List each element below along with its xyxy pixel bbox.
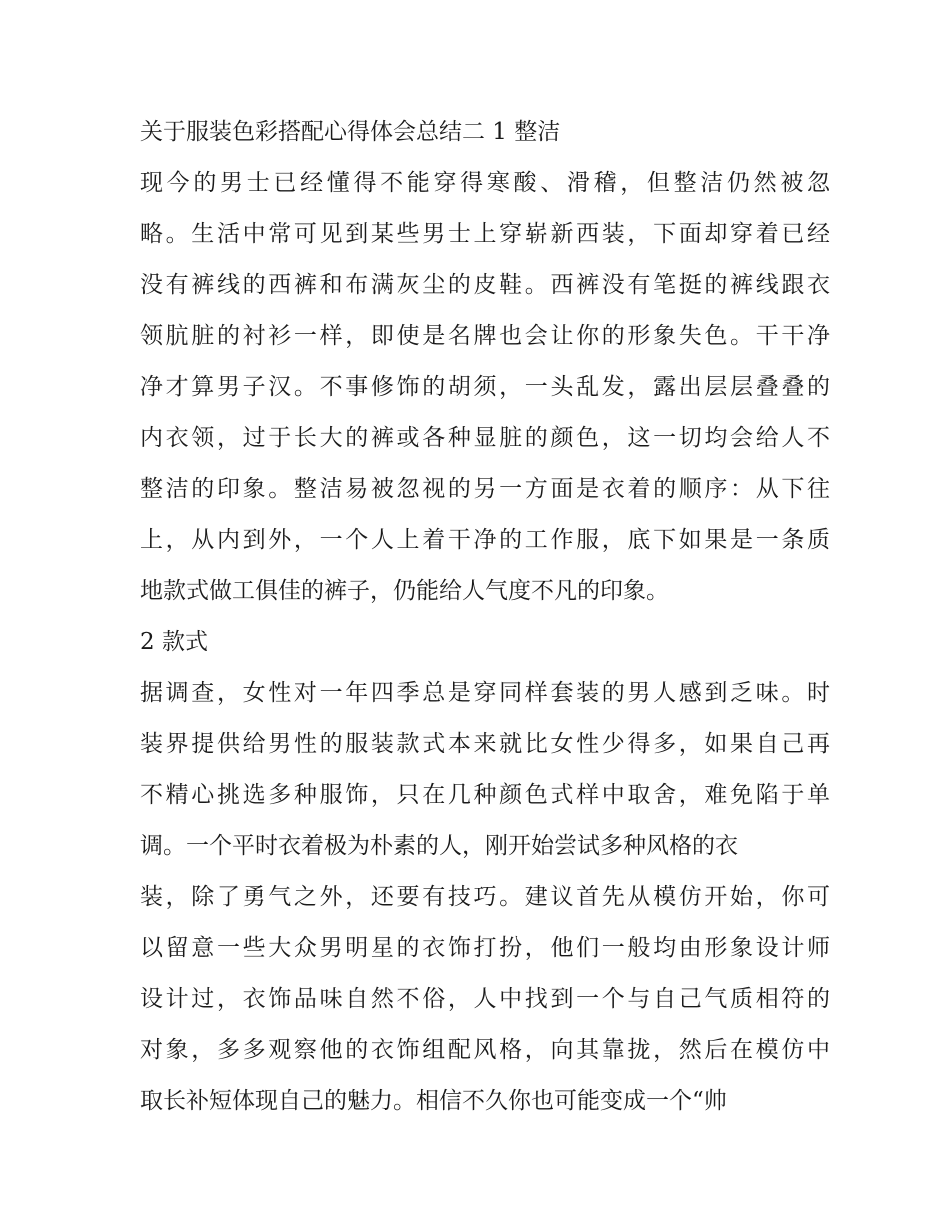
paragraph-line: 净才算男子汉。不事修饰的胡须，一头乱发，露出层层叠叠的 (140, 374, 830, 400)
paragraph-line: 没有裤线的西裤和布满灰尘的皮鞋。西裤没有笔挺的裤线跟衣 (140, 272, 830, 298)
paragraph-line: 整洁的印象。整洁易被忽视的另一方面是衣着的顺序：从下往 (140, 476, 830, 502)
paragraph-line: 调。一个平时衣着极为朴素的人，刚开始尝试多种风格的衣 (140, 833, 738, 859)
paragraph-line: 略。生活中常可见到某些男士上穿崭新西装，下面却穿着已经 (140, 221, 830, 247)
section-heading: 2 款式 (140, 629, 208, 655)
paragraph-line: 内衣领，过于长大的裤或各种显脏的颜色，这一切均会给人不 (140, 425, 830, 451)
paragraph-line: 上，从内到外，一个人上着干净的工作服，底下如果是一条质 (140, 527, 830, 553)
paragraph-line: 设计过，衣饰品味自然不俗，人中找到一个与自己气质相符的 (140, 986, 830, 1012)
paragraph-line: 据调查，女性对一年四季总是穿同样套装的男人感到乏味。时 (140, 680, 830, 706)
document-title-line: 关于服装色彩搭配心得体会总结二 1 整洁 (140, 119, 561, 145)
paragraph-line: 以留意一些大众男明星的衣饰打扮，他们一般均由形象设计师 (140, 935, 830, 961)
paragraph-line: 不精心挑选多种服饰，只在几种颜色式样中取舍，难免陷于单 (140, 782, 830, 808)
paragraph-line: 装界提供给男性的服装款式本来就比女性少得多，如果自己再 (140, 731, 830, 757)
paragraph-line: 装，除了勇气之外，还要有技巧。建议首先从模仿开始，你可 (140, 884, 830, 910)
paragraph-line: 地款式做工俱佳的裤子，仍能给人气度不凡的印象。 (140, 578, 669, 604)
paragraph-line: 对象，多多观察他的衣饰组配风格，向其靠拢，然后在模仿中 (140, 1037, 830, 1063)
paragraph-line: 现今的男士已经懂得不能穿得寒酸、滑稽，但整洁仍然被忽 (140, 170, 830, 196)
paragraph-line: 领肮脏的衬衫一样，即使是名牌也会让你的形象失色。干干净 (140, 323, 830, 349)
paragraph-line: 取长补短体现自己的魅力。相信不久你也可能变成一个“帅 (140, 1088, 727, 1114)
document-body (140, 107, 830, 1127)
